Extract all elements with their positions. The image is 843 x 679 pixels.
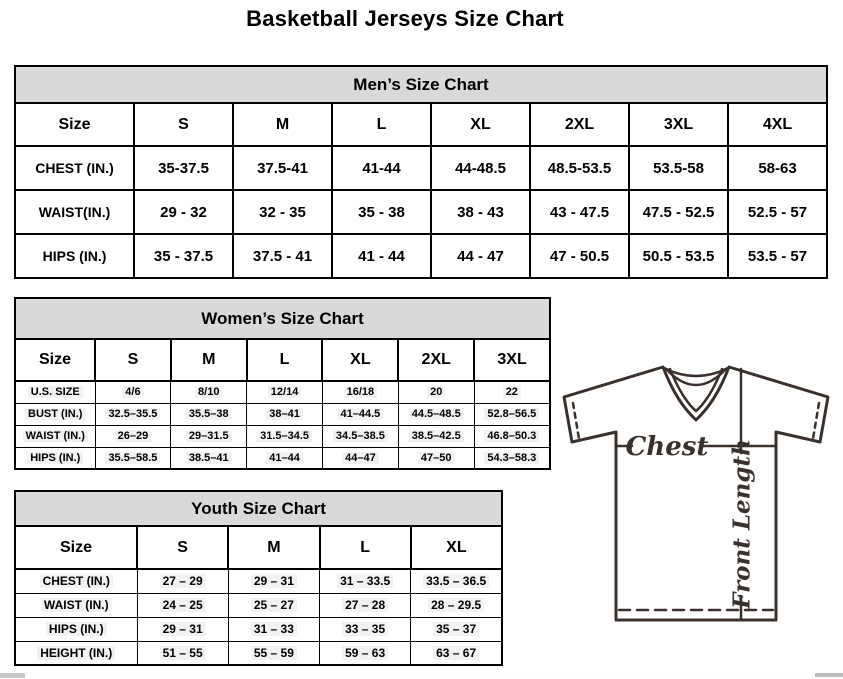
chest-label: Chest bbox=[625, 432, 709, 462]
table-row bbox=[15, 234, 827, 278]
womens-table-title: Women’s Size Chart bbox=[15, 298, 550, 339]
size-cell bbox=[247, 403, 323, 425]
col-header: Size bbox=[15, 103, 134, 146]
col-header: 2XL bbox=[530, 103, 629, 146]
jersey-diagram-svg bbox=[556, 356, 838, 670]
size-cell bbox=[474, 403, 550, 425]
row-label bbox=[15, 381, 95, 403]
cell-value: 38–41 bbox=[266, 408, 303, 420]
table-row bbox=[15, 641, 502, 665]
cell-value: 28 – 29.5 bbox=[428, 598, 484, 612]
cell-value: 59 – 63 bbox=[342, 646, 388, 660]
cell-value: 44–47 bbox=[342, 452, 379, 464]
cell-value: 22 bbox=[503, 386, 521, 398]
size-cell bbox=[137, 641, 228, 665]
size-cell bbox=[474, 381, 550, 403]
cell-value: 38.5–42.5 bbox=[409, 430, 464, 442]
col-header: XL bbox=[322, 339, 398, 381]
cell-value: 26–29 bbox=[115, 430, 152, 442]
cell-value: 54.3–58.3 bbox=[484, 452, 539, 464]
cell-value: 35.5–58.5 bbox=[105, 452, 160, 464]
cell-value: 33 – 35 bbox=[342, 622, 388, 636]
col-header: 3XL bbox=[629, 103, 728, 146]
cell-value: 63 – 67 bbox=[433, 646, 479, 660]
cell-value: 46.8–50.3 bbox=[484, 430, 539, 442]
table-row bbox=[15, 526, 502, 569]
cell-value: 35 – 37 bbox=[433, 622, 479, 636]
col-header: L bbox=[320, 526, 411, 569]
row-label-text: HIPS (IN.) bbox=[46, 622, 107, 636]
row-label-text: WAIST (IN.) bbox=[23, 430, 88, 442]
horizontal-scrollbar[interactable] bbox=[0, 672, 843, 679]
size-cell: 41-44 bbox=[332, 146, 431, 190]
col-header: S bbox=[137, 526, 228, 569]
col-header: M bbox=[228, 526, 319, 569]
size-cell bbox=[137, 593, 228, 617]
size-cell bbox=[474, 425, 550, 447]
size-cell bbox=[322, 447, 398, 469]
size-cell: 43 - 47.5 bbox=[530, 190, 629, 234]
row-label: WAIST(IN.) bbox=[15, 190, 134, 234]
size-cell bbox=[411, 617, 502, 641]
size-cell bbox=[247, 447, 323, 469]
table-row bbox=[15, 66, 827, 103]
size-cell bbox=[171, 425, 247, 447]
size-cell bbox=[398, 381, 474, 403]
col-header: L bbox=[332, 103, 431, 146]
row-label bbox=[15, 593, 137, 617]
size-cell bbox=[411, 593, 502, 617]
cell-value: 24 – 25 bbox=[160, 598, 206, 612]
size-cell bbox=[228, 593, 319, 617]
col-header: XL bbox=[411, 526, 502, 569]
cell-value: 12/14 bbox=[268, 386, 302, 398]
size-cell: 38 - 43 bbox=[431, 190, 530, 234]
cell-value: 29–31.5 bbox=[186, 430, 232, 442]
size-cell: 53.5-58 bbox=[629, 146, 728, 190]
row-label-text: HEIGHT (IN.) bbox=[37, 646, 115, 660]
size-cell bbox=[247, 381, 323, 403]
cell-value: 41–44 bbox=[266, 452, 303, 464]
table-row bbox=[15, 339, 550, 381]
cell-value: 34.5–38.5 bbox=[333, 430, 388, 442]
row-label bbox=[15, 425, 95, 447]
size-cell: 47.5 - 52.5 bbox=[629, 190, 728, 234]
row-label bbox=[15, 403, 95, 425]
size-cell bbox=[411, 569, 502, 593]
table-row bbox=[15, 425, 550, 447]
youth-size-table bbox=[14, 490, 503, 666]
size-cell: 35 - 38 bbox=[332, 190, 431, 234]
row-label-text: CHEST (IN.) bbox=[40, 574, 113, 588]
cell-value: 29 – 31 bbox=[251, 574, 297, 588]
row-label bbox=[15, 617, 137, 641]
cell-value: 25 – 27 bbox=[251, 598, 297, 612]
col-header: XL bbox=[431, 103, 530, 146]
cell-value: 27 – 29 bbox=[160, 574, 206, 588]
col-header: L bbox=[247, 339, 323, 381]
table-row bbox=[15, 403, 550, 425]
col-header: 4XL bbox=[728, 103, 827, 146]
table-row bbox=[15, 447, 550, 469]
mens-size-table bbox=[14, 65, 828, 279]
cell-value: 27 – 28 bbox=[342, 598, 388, 612]
size-cell: 44-48.5 bbox=[431, 146, 530, 190]
table-row bbox=[15, 617, 502, 641]
cell-value: 8/10 bbox=[195, 386, 222, 398]
size-cell: 35-37.5 bbox=[134, 146, 233, 190]
size-cell: 53.5 - 57 bbox=[728, 234, 827, 278]
cell-value: 44.5–48.5 bbox=[409, 408, 464, 420]
size-cell: 37.5-41 bbox=[233, 146, 332, 190]
size-cell bbox=[228, 617, 319, 641]
size-cell: 50.5 - 53.5 bbox=[629, 234, 728, 278]
cell-value: 32.5–35.5 bbox=[105, 408, 160, 420]
row-label-text: WAIST (IN.) bbox=[41, 598, 112, 612]
size-cell: 41 - 44 bbox=[332, 234, 431, 278]
cell-value: 31 – 33 bbox=[251, 622, 297, 636]
size-cell: 32 - 35 bbox=[233, 190, 332, 234]
size-cell: 35 - 37.5 bbox=[134, 234, 233, 278]
size-cell bbox=[228, 641, 319, 665]
col-header: Size bbox=[15, 339, 95, 381]
table-row bbox=[15, 103, 827, 146]
cell-value: 31 – 33.5 bbox=[337, 574, 393, 588]
sleeve-stitch-left bbox=[573, 403, 579, 439]
size-cell bbox=[95, 425, 171, 447]
cell-value: 55 – 59 bbox=[251, 646, 297, 660]
cell-value: 51 – 55 bbox=[160, 646, 206, 660]
col-header: Size bbox=[15, 526, 137, 569]
row-label-text: U.S. SIZE bbox=[28, 386, 83, 398]
size-cell bbox=[95, 447, 171, 469]
size-cell bbox=[398, 403, 474, 425]
cell-value: 38.5–41 bbox=[186, 452, 232, 464]
row-label bbox=[15, 641, 137, 665]
size-cell bbox=[320, 593, 411, 617]
table-row bbox=[15, 190, 827, 234]
col-header: 2XL bbox=[398, 339, 474, 381]
col-header: M bbox=[233, 103, 332, 146]
table-row bbox=[15, 593, 502, 617]
size-cell bbox=[171, 447, 247, 469]
size-cell bbox=[322, 403, 398, 425]
size-cell: 44 - 47 bbox=[431, 234, 530, 278]
size-cell bbox=[320, 569, 411, 593]
page-title: Basketball Jerseys Size Chart bbox=[246, 6, 564, 31]
row-label bbox=[15, 447, 95, 469]
cell-value: 31.5–34.5 bbox=[257, 430, 312, 442]
cell-value: 16/18 bbox=[344, 386, 378, 398]
cell-value: 47–50 bbox=[418, 452, 455, 464]
size-cell bbox=[171, 381, 247, 403]
size-cell bbox=[247, 425, 323, 447]
jersey-measurement-diagram bbox=[556, 356, 838, 675]
row-label bbox=[15, 569, 137, 593]
cell-value: 29 – 31 bbox=[160, 622, 206, 636]
cell-value: 20 bbox=[427, 386, 445, 398]
row-label-text: HIPS (IN.) bbox=[27, 452, 83, 464]
size-cell bbox=[398, 425, 474, 447]
size-cell: 37.5 - 41 bbox=[233, 234, 332, 278]
mens-table-title: Men’s Size Chart bbox=[15, 66, 827, 103]
table-row bbox=[15, 491, 502, 526]
size-cell bbox=[322, 381, 398, 403]
col-header: 3XL bbox=[474, 339, 550, 381]
cell-value: 41–44.5 bbox=[338, 408, 384, 420]
jersey-outline bbox=[564, 367, 828, 620]
cell-value: 33.5 – 36.5 bbox=[423, 574, 489, 588]
col-header: S bbox=[95, 339, 171, 381]
col-header: S bbox=[134, 103, 233, 146]
size-cell: 48.5-53.5 bbox=[530, 146, 629, 190]
horizontal-scrollbar-thumb[interactable] bbox=[0, 673, 25, 678]
sleeve-stitch-right bbox=[813, 403, 819, 439]
size-cell bbox=[95, 381, 171, 403]
size-cell bbox=[228, 569, 319, 593]
table-row bbox=[15, 569, 502, 593]
womens-size-table bbox=[14, 297, 551, 470]
size-cell bbox=[95, 403, 171, 425]
size-cell: 29 - 32 bbox=[134, 190, 233, 234]
cell-value: 52.8–56.5 bbox=[484, 408, 539, 420]
table-row bbox=[15, 146, 827, 190]
row-label: HIPS (IN.) bbox=[15, 234, 134, 278]
size-cell bbox=[474, 447, 550, 469]
youth-table-title: Youth Size Chart bbox=[15, 491, 502, 526]
size-cell: 52.5 - 57 bbox=[728, 190, 827, 234]
cell-value: 4/6 bbox=[122, 386, 143, 398]
jersey-collar-band bbox=[664, 368, 728, 385]
size-cell bbox=[171, 403, 247, 425]
size-cell bbox=[320, 617, 411, 641]
size-cell: 47 - 50.5 bbox=[530, 234, 629, 278]
table-row bbox=[15, 381, 550, 403]
size-cell: 58-63 bbox=[728, 146, 827, 190]
size-cell bbox=[137, 569, 228, 593]
horizontal-scrollbar-end[interactable] bbox=[815, 673, 843, 677]
table-row bbox=[15, 298, 550, 339]
size-cell bbox=[322, 425, 398, 447]
row-label-text: BUST (IN.) bbox=[25, 408, 85, 420]
size-cell bbox=[320, 641, 411, 665]
size-cell bbox=[398, 447, 474, 469]
cell-value: 35.5–38 bbox=[186, 408, 232, 420]
row-label: CHEST (IN.) bbox=[15, 146, 134, 190]
front-length-label: Front Length bbox=[728, 439, 756, 609]
size-cell bbox=[411, 641, 502, 665]
col-header: M bbox=[171, 339, 247, 381]
size-cell bbox=[137, 617, 228, 641]
